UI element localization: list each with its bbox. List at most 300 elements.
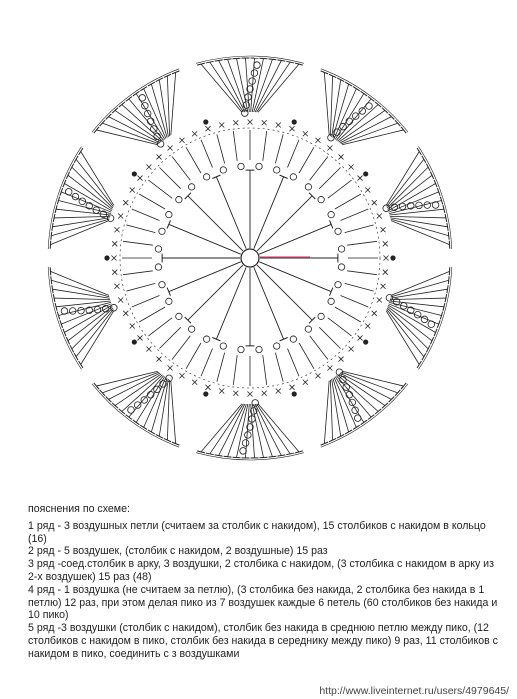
round4-sc [137, 176, 142, 181]
round1-stitch [257, 265, 312, 320]
round3-stitch [186, 147, 201, 173]
round5-stitch-top [353, 425, 360, 429]
round3-stitch [123, 241, 153, 245]
round2-chain [338, 264, 344, 270]
round5-stitch [332, 379, 341, 436]
round5-stitch-top [50, 267, 51, 275]
round3-stitch [299, 343, 314, 369]
round5-stitch [330, 76, 332, 136]
round4-sc [114, 284, 119, 289]
round3-stitch [139, 194, 165, 209]
round5-stitch [390, 209, 444, 215]
round5-stitch [64, 305, 111, 332]
round5-stitch-top [449, 241, 450, 249]
round4-sc [112, 241, 117, 246]
round5-stitch-top [50, 241, 51, 249]
round5-stitch [56, 209, 110, 215]
round2-chain [220, 343, 226, 349]
round1-stitch [259, 262, 331, 292]
round5-stitch [72, 167, 113, 208]
round1-stitch-top [212, 175, 220, 178]
round2-chain [203, 174, 209, 180]
round5-stitch [254, 59, 273, 112]
round3-stitch [335, 194, 361, 209]
round5-stitch [257, 62, 291, 112]
round5-stitch [336, 376, 371, 417]
petal-edge [196, 56, 304, 63]
round3-stitch [299, 147, 314, 173]
round4-sc [303, 380, 308, 385]
round5-stitch-top [112, 108, 118, 113]
round4-sc [118, 213, 123, 218]
round2-chain [274, 343, 280, 349]
round5-stitch [388, 184, 435, 211]
round5-stitch-top [277, 455, 285, 456]
petal [196, 56, 304, 125]
round5-stitch [387, 308, 428, 349]
round3-stitch [217, 134, 225, 163]
round3-stitch [328, 180, 352, 198]
slip-stitch-dot [363, 339, 368, 344]
picot-chain [240, 448, 247, 455]
round3-stitch [263, 355, 267, 385]
round5-stitch [50, 221, 108, 245]
round5-stitch [332, 80, 341, 137]
round4-sc [349, 347, 354, 352]
round3-stitch [328, 318, 352, 336]
round3-stitch [310, 156, 328, 180]
round4-sc [276, 389, 281, 394]
round5-stitch [167, 380, 169, 440]
round4-sc [316, 138, 321, 143]
round4-sc [290, 385, 295, 390]
round4-sc [327, 366, 332, 371]
round2-chain [176, 196, 182, 202]
round5-stitch-top [100, 390, 105, 396]
round3-stitch [275, 134, 283, 163]
round4-sc [156, 357, 161, 362]
round5-stitch [129, 376, 164, 417]
round5-stitch [388, 305, 435, 332]
round4-sc [123, 200, 128, 205]
round5-stitch-top [259, 58, 267, 59]
round5-stitch-top [361, 91, 368, 96]
round2-chain [220, 167, 226, 173]
round4-sc [192, 380, 197, 385]
round1-stitch-top [212, 338, 220, 341]
slip-stitch-dot [292, 391, 297, 396]
slip-stitch-dot [292, 119, 297, 124]
round4-sc [123, 311, 128, 316]
round5-stitch [386, 311, 419, 365]
round3-stitch [233, 355, 237, 385]
round4-sc [248, 392, 253, 397]
round4-sc [358, 176, 363, 181]
round5-stitch-top [94, 383, 99, 389]
round3-stitch [345, 283, 374, 291]
round5-stitch [76, 309, 113, 356]
round5-stitch [391, 221, 449, 245]
round2-chain [328, 298, 334, 304]
round5-stitch [338, 375, 379, 412]
picot-chain [242, 440, 249, 447]
round1-stitch [169, 262, 241, 292]
round5-stitch-top [100, 120, 105, 126]
round2-chain [188, 326, 194, 332]
round1-stitch-top [280, 338, 288, 341]
round3-stitch [148, 318, 172, 336]
round5-stitch-top [94, 127, 99, 133]
round2-chain [155, 246, 161, 252]
round4-sc [339, 154, 344, 159]
round1-stitch [254, 267, 284, 339]
round1-stitch [254, 177, 284, 249]
round5-stitch [219, 60, 245, 112]
round5-stitch-top [448, 276, 449, 284]
round5-stitch [391, 271, 449, 295]
round3-stitch [319, 327, 340, 348]
round3-stitch [172, 336, 190, 360]
round5-stitch-top [233, 457, 241, 458]
slip-stitch-dot [390, 255, 395, 260]
center-layer [241, 249, 259, 267]
round4-sc [383, 270, 388, 275]
round4-sc [118, 298, 123, 303]
picot-chain [249, 78, 256, 85]
round5-stitch [336, 99, 371, 140]
round5-stitch [129, 99, 164, 140]
round4-sc [384, 256, 389, 261]
petal [48, 255, 117, 369]
round5-stitch [391, 280, 449, 297]
round5-stitch [122, 375, 163, 412]
round5-stitch [390, 289, 447, 298]
round2-chain [166, 298, 172, 304]
round5-stitch [56, 301, 110, 307]
round2-chain [166, 211, 172, 217]
round5-stitch [390, 301, 444, 307]
round1-stitch-top [167, 220, 170, 228]
round5-stitch [339, 374, 385, 406]
round5-stitch-top [126, 415, 132, 420]
round3-stitch [159, 327, 180, 348]
round5-stitch-top [268, 59, 276, 60]
round4-sc [205, 385, 210, 390]
round1-stitch [259, 224, 331, 254]
petal [92, 69, 208, 147]
round2-chain [176, 313, 182, 319]
round5-stitch [122, 104, 163, 141]
scheme-notes [28, 503, 506, 661]
round5-stitch [52, 218, 109, 227]
round5-stitch [167, 76, 169, 136]
round5-stitch-top [106, 397, 112, 403]
round5-stitch-top [295, 451, 303, 453]
round5-stitch [115, 110, 161, 142]
round5-stitch-top [197, 451, 205, 453]
round5-stitch [255, 404, 281, 456]
round3-stitch [139, 307, 165, 322]
rings-layer [112, 120, 389, 397]
round5-stitch-top [361, 420, 368, 425]
round5-stitch [51, 219, 109, 236]
round3-stitch [126, 225, 155, 233]
watermark-url: http://www.liveinternet.ru/users/4979645/ [319, 685, 509, 697]
round5-stitch [228, 59, 247, 112]
picot-chain [352, 113, 359, 120]
round3-stitch [132, 296, 160, 307]
round4-sc [233, 391, 238, 396]
round3-stitch [123, 271, 153, 275]
round4-sc [358, 335, 363, 340]
round4-sc [303, 131, 308, 136]
round5-stitch-top [215, 455, 223, 456]
round5-stitch [201, 404, 242, 452]
round5-stitch-top [106, 114, 112, 120]
round2-chain [335, 282, 341, 288]
slip-stitch-dot [203, 391, 208, 396]
round5-stitch [171, 381, 176, 444]
round1-stitch-top [167, 288, 170, 296]
picot-chain [424, 202, 431, 209]
round5-stitch-top [295, 63, 303, 65]
round2-chain [328, 211, 334, 217]
round1-stitch-top [330, 288, 333, 296]
round3-stitch [347, 241, 377, 245]
round2-chain [318, 196, 324, 202]
round3-stitch [172, 156, 190, 180]
round5-stitch [50, 271, 108, 295]
round5-stitch [330, 380, 332, 440]
round5-stitch-top [401, 383, 406, 389]
slip-stitch-dot [203, 119, 208, 124]
round1-stitch [169, 224, 241, 254]
round4-sc [377, 298, 382, 303]
round5-stitch-top [140, 87, 147, 91]
picot-chain [245, 432, 252, 439]
round5-stitch [390, 218, 447, 227]
round3-stitch [186, 343, 201, 369]
petal [48, 147, 137, 249]
round2-chain [238, 163, 244, 169]
round4-sc [112, 270, 117, 275]
round4-sc [219, 389, 224, 394]
round4-sc [381, 284, 386, 289]
round5-stitch-top [133, 420, 140, 425]
round4-sc [248, 120, 253, 125]
round2-chain [305, 326, 311, 332]
round4-sc [130, 188, 135, 193]
round2-chain [155, 264, 161, 270]
round5-stitch [228, 404, 247, 457]
notes-row-3: 3 ряд -соед.столбик в арку, 3 воздушки, 2 столбика с накидом, (3 столбика с накидом в арку из 2-х воздушек) 15 раз (48) [28, 558, 494, 583]
round5-stitch-top [52, 223, 53, 231]
round5-stitch [338, 104, 379, 141]
round2-chain [159, 282, 165, 288]
round5-stitch-top [353, 87, 360, 91]
round5-stitch [54, 298, 110, 300]
round3-stitch [275, 353, 283, 382]
round2-chain [335, 228, 341, 234]
round4-sc [377, 213, 382, 218]
round5-stitch-top [389, 397, 395, 403]
round2-chain [290, 336, 296, 342]
round5-stitch [72, 308, 113, 349]
petal [383, 147, 452, 261]
round5-stitch [115, 374, 161, 406]
round5-stitch [257, 404, 291, 454]
round4-sc [383, 241, 388, 246]
round5-stitch [210, 62, 244, 112]
round5-stitch-top [112, 403, 118, 408]
round5-stitch-top [447, 285, 448, 293]
round5-stitch [254, 404, 273, 457]
petal [92, 339, 179, 447]
round5-stitch-top [395, 120, 400, 126]
round2-chain [290, 174, 296, 180]
round1-stitch [188, 196, 243, 251]
round5-stitch [201, 64, 242, 112]
round3-stitch [288, 349, 299, 377]
notes-row-4: 4 ряд - 1 воздушка (не считаем за петлю), (3 столбика без накида, 2 столбика без накида в 1 петлю) 12 раз, при этом делая пико из 7 воздушек каждые 6 петель (60 столбиков без накида и 10 пико) [28, 583, 498, 622]
round5-stitch [210, 404, 244, 454]
round5-stitch [255, 60, 281, 112]
petals-layer [48, 56, 452, 460]
round4-sc [349, 164, 354, 169]
round3-stitch [310, 336, 328, 360]
round3-stitch [132, 209, 160, 220]
round4-sc [137, 335, 142, 340]
round5-stitch [258, 404, 299, 452]
round5-stitch-top [382, 108, 388, 113]
round2-chain [256, 163, 262, 169]
round5-stitch-top [224, 456, 232, 457]
round3-outline [120, 128, 380, 388]
round4-sc [180, 373, 185, 378]
picot-chain [251, 70, 258, 77]
round5-stitch-top [126, 96, 132, 101]
round4-sc [276, 122, 281, 127]
round2-chain [256, 346, 262, 352]
round5-stitch [387, 159, 424, 206]
round4-sc [233, 120, 238, 125]
round4-sc [381, 227, 386, 232]
slip-stitch-dot [132, 339, 137, 344]
round5-stitch [219, 404, 245, 456]
round4-sc [205, 126, 210, 131]
round3-stitch [233, 131, 237, 161]
round1-stitch-top [330, 220, 333, 228]
petal [321, 69, 408, 177]
round4-sc [339, 357, 344, 362]
round5-stitch-top [382, 403, 388, 408]
round4-sc [130, 324, 135, 329]
round4-sc [316, 373, 321, 378]
round2-chain [188, 184, 194, 190]
round5-stitch [339, 110, 385, 142]
round4-sc [192, 131, 197, 136]
round5-stitch [159, 80, 168, 137]
round1-stitch-top [280, 175, 288, 178]
notes-title: пояснения по схеме: [28, 503, 130, 515]
picot-chain [134, 402, 141, 409]
round5-stitch-top [259, 457, 267, 458]
slip-stitch-dot [363, 171, 368, 176]
round5-stitch-top [447, 223, 448, 231]
round3-stitch [345, 225, 374, 233]
round3-stitch [341, 296, 369, 307]
round5-stitch-top [133, 91, 140, 96]
round5-stitch-top [277, 60, 285, 61]
round5-stitch [324, 381, 329, 444]
round3-stitch [319, 167, 340, 188]
round3-stitch [341, 209, 369, 220]
round5-stitch-top [268, 456, 276, 457]
petal [196, 391, 304, 460]
round4-sc [146, 347, 151, 352]
round5-stitch-top [448, 232, 449, 240]
round3-stitch [201, 140, 212, 168]
round1-stitch [257, 196, 312, 251]
round3-stitch [263, 131, 267, 161]
round4-sc [219, 122, 224, 127]
round5-stitch-top [140, 425, 147, 429]
round5-stitch [324, 72, 329, 135]
picot-chain [254, 62, 261, 69]
round4-sc [372, 200, 377, 205]
round5-stitch [64, 184, 111, 211]
round4-sc [365, 324, 370, 329]
magic-ring [241, 249, 259, 267]
round5-stitch-top [197, 63, 205, 65]
round4-sc [262, 120, 267, 125]
round5-stitch-top [368, 96, 374, 101]
round5-stitch [386, 151, 419, 205]
round5-stitch-top [368, 415, 374, 420]
round4-sc [146, 164, 151, 169]
round4-sc [262, 391, 267, 396]
slip-stitch-dot [132, 171, 137, 176]
round1-stitch [216, 267, 246, 339]
round5-stitch-top [233, 58, 241, 59]
round3-stitch [126, 283, 155, 291]
round4-sc [180, 138, 185, 143]
round3-stitch [148, 180, 172, 198]
petal-edge [196, 453, 304, 460]
round5-stitch-top [51, 232, 52, 240]
round5-stitch [387, 167, 428, 208]
round4-sc [372, 311, 377, 316]
round5-stitch-top [215, 60, 223, 61]
round5-stitch [159, 379, 168, 436]
round4-sc [112, 256, 117, 261]
round5-stitch [390, 216, 446, 218]
round4-sc [156, 154, 161, 159]
notes-row-2: 2 ряд - 5 воздушек, (столбик с накидом, 2 воздушные) 15 раз [28, 545, 328, 558]
round4-sc [365, 188, 370, 193]
round5-stitch-top [224, 59, 232, 60]
round2-chain [305, 184, 311, 190]
round5-stitch [387, 309, 424, 356]
round4-sc [114, 227, 119, 232]
round5-stitch-top [389, 114, 395, 120]
round2-chain [159, 228, 165, 234]
round2-chain [338, 246, 344, 252]
petal [292, 369, 408, 447]
notes-row-5: 5 ряд -3 воздушки (столбик с накидом), столбик без накида в среднюю петлю между пико, (12 столбиков с накидом в пико, столбик без накида в середнику между пико) 9 раз, 11 столбиков с накидом в пико, соединить с з воздушками [28, 622, 498, 660]
picot-chain [359, 108, 366, 115]
round1-stitch [188, 265, 243, 320]
